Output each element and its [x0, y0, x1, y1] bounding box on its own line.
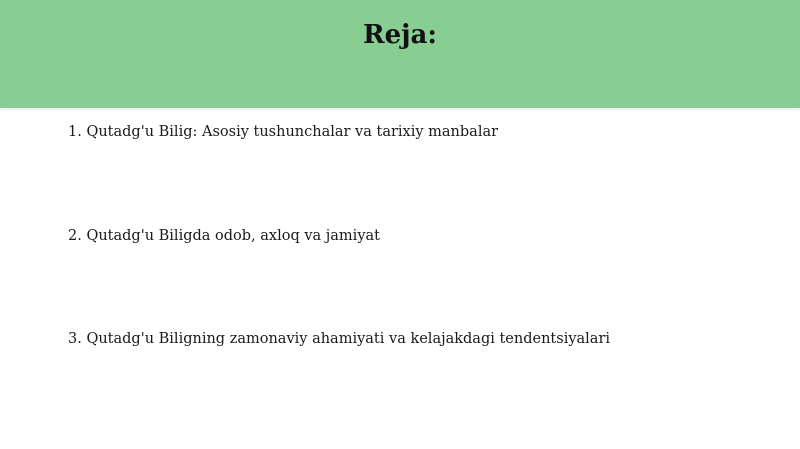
agenda-item-3: 3. Qutadg'u Biligning zamonaviy ahamiyati va kelajakdagi tendentsiyalari: [68, 331, 611, 347]
header-band: [0, 0, 800, 108]
agenda-item-1: 1. Qutadg'u Bilig: Asosiy tushunchalar va tarixiy manbalar: [68, 124, 499, 140]
slide-title: Reja:: [362, 20, 437, 50]
agenda-item-2: 2. Qutadg'u Biligda odob, axloq va jamiyat: [68, 228, 380, 244]
